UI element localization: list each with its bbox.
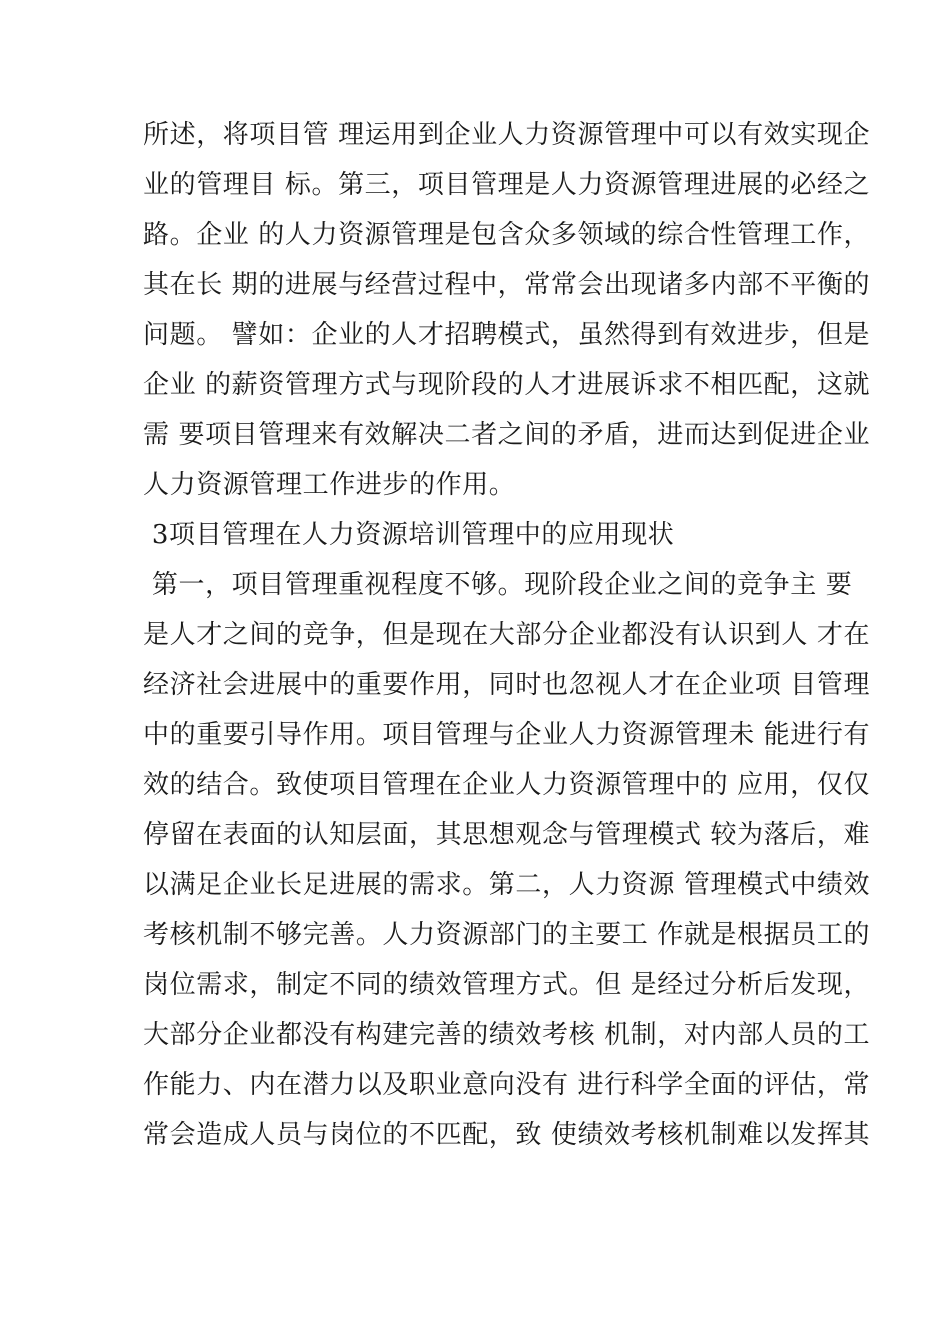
text-line-19: 大部分企业都没有构建完善的绩效考核 机制，对内部人员的工 xyxy=(143,1020,871,1050)
text-line-13: 中的重要引导作用。项目管理与企业人力资源管理未 能进行有 xyxy=(143,720,871,750)
text-line-3: 路。企业 的人力资源管理是包含众多领域的综合性管理工作， xyxy=(143,220,871,250)
text-line-10: 第一，项目管理重视程度不够。现阶段企业之间的竞争主 要 xyxy=(143,570,853,600)
text-line-11: 是人才之间的竞争，但是现在大部分企业都没有认识到人 才在 xyxy=(143,620,871,650)
text-line-8: 人力资源管理工作进步的作用。 xyxy=(143,470,516,500)
text-line-6: 企业 的薪资管理方式与现阶段的人才进展诉求不相匹配，这就 xyxy=(143,370,871,400)
section-heading: 3项目管理在人力资源培训管理中的应用现状 xyxy=(143,520,675,550)
text-line-4: 其在长 期的进展与经营过程中，常常会出现诸多内部不平衡的 xyxy=(143,270,871,300)
text-line-21: 常会造成人员与岗位的不匹配，致 使绩效考核机制难以发挥其 xyxy=(143,1120,871,1150)
text-line-1: 所述，将项目管 理运用到企业人力资源管理中可以有效实现企 xyxy=(143,120,871,150)
text-line-2: 业的管理目 标。第三，项目管理是人力资源管理进展的必经之 xyxy=(143,170,871,200)
text-line-15: 停留在表面的认知层面，其思想观念与管理模式 较为落后，难 xyxy=(143,820,871,850)
text-line-5: 问题。 譬如：企业的人才招聘模式，虽然得到有效进步，但是 xyxy=(143,320,871,350)
text-line-17: 考核机制不够完善。人力资源部门的主要工 作就是根据员工的 xyxy=(143,920,871,950)
text-line-14: 效的结合。致使项目管理在企业人力资源管理中的 应用，仅仅 xyxy=(143,770,871,800)
text-line-7: 需 要项目管理来有效解决二者之间的矛盾，进而达到促进企业 xyxy=(143,420,871,450)
text-line-12: 经济社会进展中的重要作用，同时也忽视人才在企业项 目管理 xyxy=(143,670,871,700)
text-line-18: 岗位需求，制定不同的绩效管理方式。但 是经过分析后发现， xyxy=(143,970,871,1000)
text-line-20: 作能力、内在潜力以及职业意向没有 进行科学全面的评估，常 xyxy=(143,1070,871,1100)
text-line-16: 以满足企业长足进展的需求。第二，人力资源 管理模式中绩效 xyxy=(143,870,871,900)
